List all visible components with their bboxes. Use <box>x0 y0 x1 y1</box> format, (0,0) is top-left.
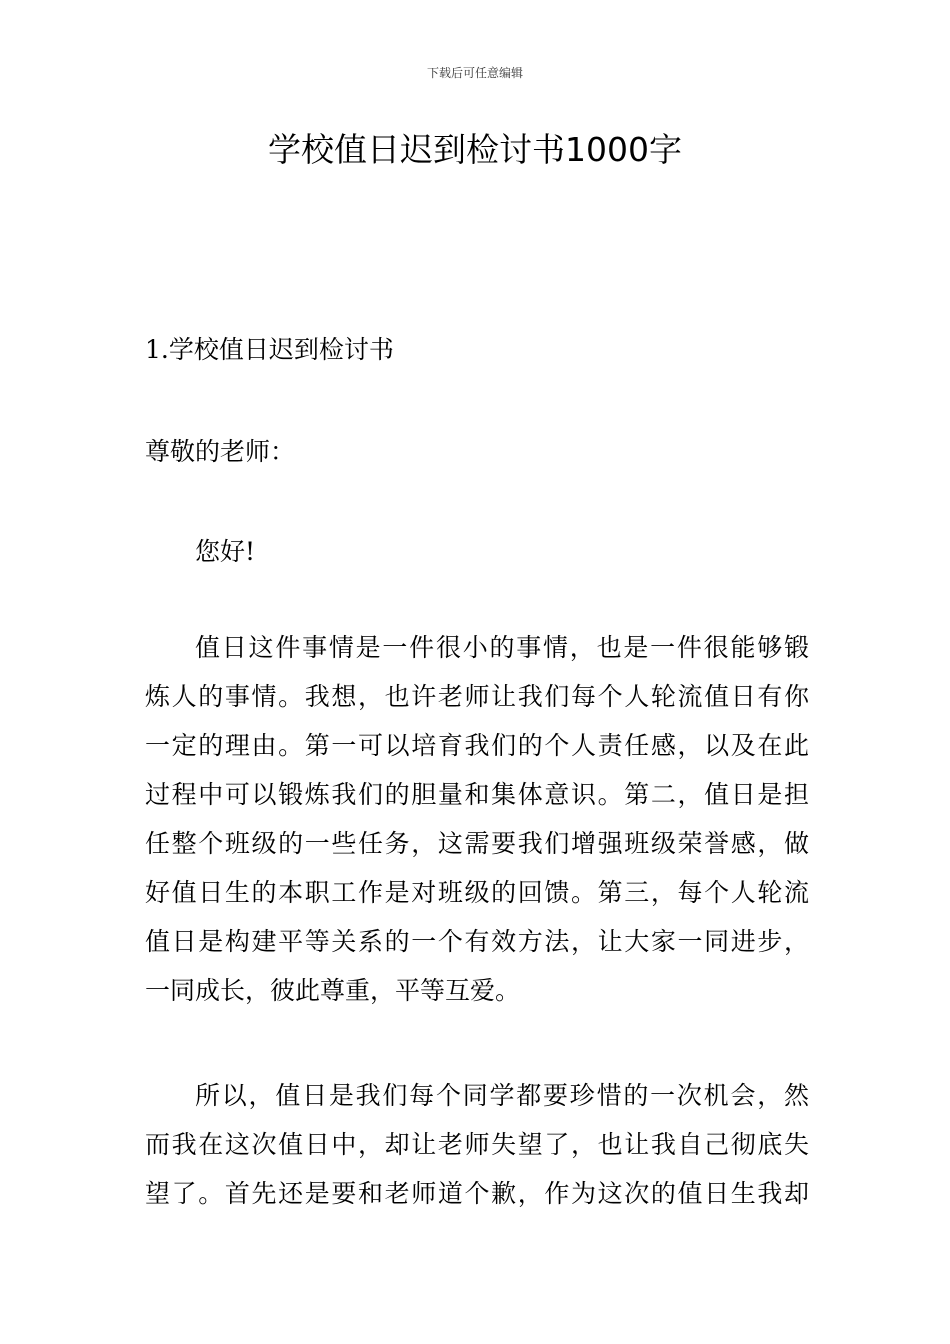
document-title: 学校值日迟到检讨书1000字 <box>268 130 682 169</box>
salutation-block <box>145 427 809 476</box>
paragraph-line: 一定的理由。第一可以培育我们的个人责任感，以及在此 <box>145 731 809 760</box>
paragraph-line: 任整个班级的一些任务，这需要我们增强班级荣誉感，做 <box>145 829 809 858</box>
paragraph-line: 好值日生的本职工作是对班级的回馈。第三，每个人轮流 <box>145 878 809 907</box>
paragraph-line: 过程中可以锻炼我们的胆量和集体意识。第二，值日是担 <box>145 780 809 809</box>
paragraph-line: 望了。首先还是要和老师道个歉，作为这次的值日生我却 <box>145 1179 809 1208</box>
section-heading-block <box>145 325 809 374</box>
paragraph-1 <box>145 623 809 1015</box>
paragraph-line: 值日这件事情是一件很小的事情，也是一件很能够锻 <box>195 633 809 662</box>
section-heading: 1.学校值日迟到检讨书 <box>145 335 394 364</box>
header-note: 下载后可任意编辑 <box>426 66 523 80</box>
salutation: 尊敬的老师： <box>145 437 296 466</box>
paragraph-line: 一同成长，彼此尊重，平等互爱。 <box>145 976 521 1005</box>
paragraph-line: 值日是构建平等关系的一个有效方法，让大家一同进步， <box>145 927 809 956</box>
paragraph-line: 而我在这次值日中，却让老师失望了，也让我自己彻底失 <box>145 1130 809 1159</box>
paragraph-line: 所以，值日是我们每个同学都要珍惜的一次机会，然 <box>195 1081 809 1110</box>
paragraph-line: 炼人的事情。我想，也许老师让我们每个人轮流值日有你 <box>145 682 809 711</box>
greeting: 您好! <box>195 537 256 566</box>
greeting-block <box>145 527 809 576</box>
paragraph-2 <box>145 1071 809 1218</box>
